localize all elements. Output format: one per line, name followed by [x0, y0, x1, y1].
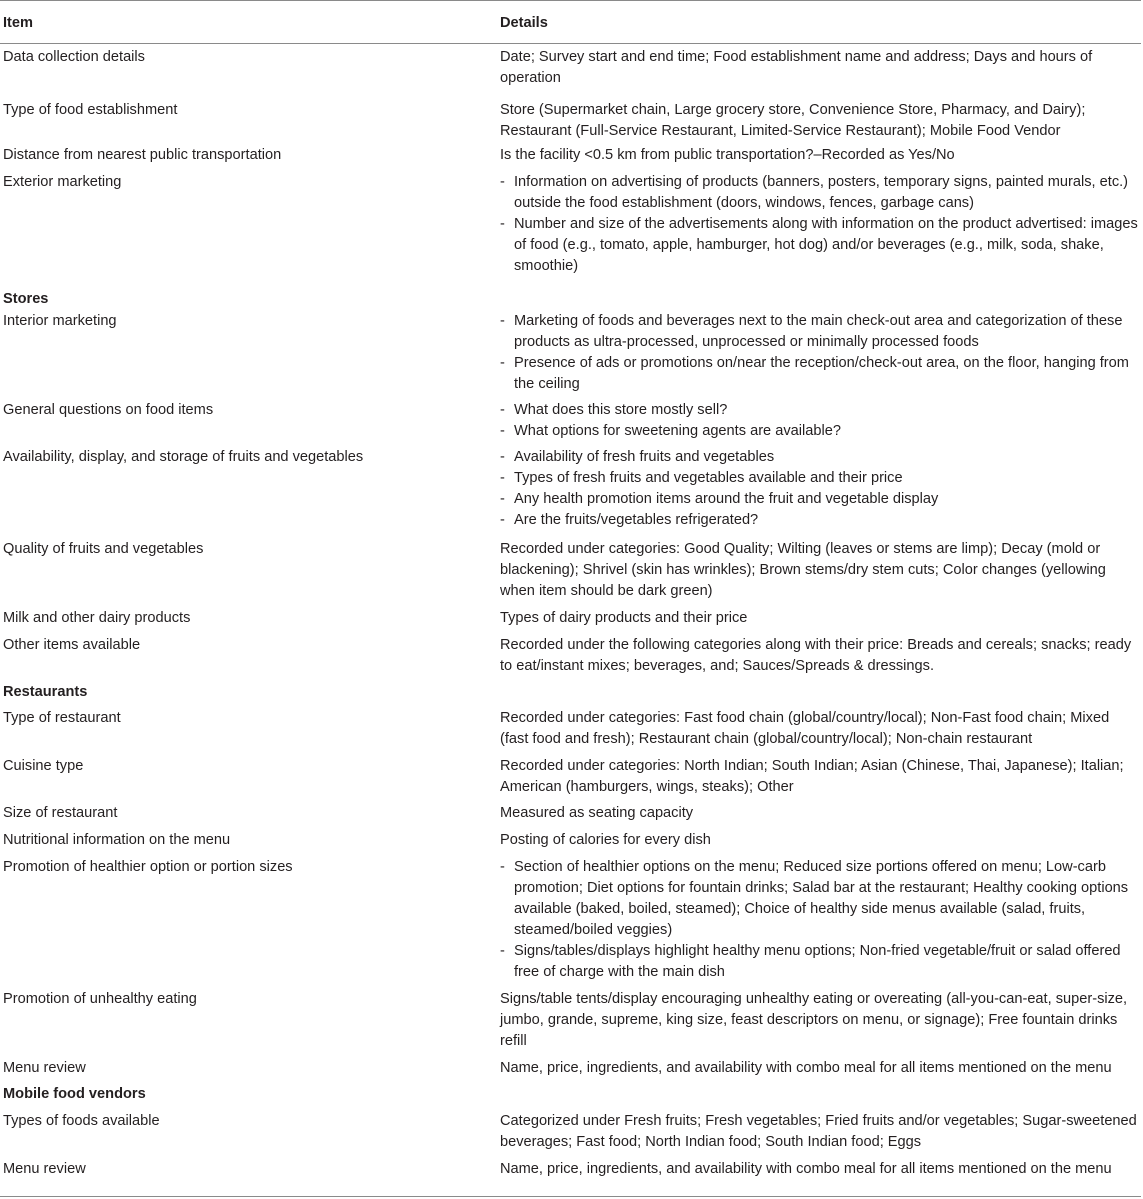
table-row: [0, 798, 1141, 824]
row-details: Name, price, ingredients, and availability with combo meal for all items mentioned on the menu: [500, 1060, 1112, 1076]
row-details: Recorded under categories: Good Quality; Wilting (leaves or stems are limp); Decay (mold or blackening); Shrivel (skin has wrinkles); Brown stems/dry stem cuts; Color changes (yellowing when item should be dark green): [500, 541, 1106, 599]
section-heading: Restaurants: [3, 684, 88, 700]
table-body: [0, 44, 1141, 1180]
row-details: Store (Supermarket chain, Large grocery store, Convenience Store, Pharmacy, and Dairy); Restaurant (Full-Service Restaurant, Limited-Service Restaurant); Mobile Food Vendor: [500, 102, 1086, 139]
section-row: [0, 677, 1141, 703]
row-item: Nutritional information on the menu: [3, 832, 231, 848]
row-details: [500, 172, 1141, 277]
row-item: General questions on food items: [3, 402, 214, 418]
row-item: Exterior marketing: [3, 174, 122, 190]
row-details: Measured as seating capacity: [500, 805, 694, 821]
row-item: Size of restaurant: [3, 805, 118, 821]
row-details: Recorded under the following categories along with their price: Breads and cereals; snacks; ready to eat/instant mixes; beverages, and; Sauces/Spreads & dressings.: [500, 637, 1132, 674]
table-row: [0, 750, 1141, 798]
details-bullet: - Availability of fresh fruits and vegetables: [500, 447, 1139, 468]
details-bullet: - Signs/tables/displays highlight healthy menu options; Non-fried vegetable/fruit or salad offered free of charge with the main dish: [500, 941, 1139, 983]
row-details: Signs/table tents/display encouraging unhealthy eating or overeating (all-you-can-eat, super-size, jumbo, grande, supreme, king size, feast descriptors on menu, or signage); Free fountain drinks refill: [500, 991, 1128, 1049]
header-details: Details: [500, 15, 548, 31]
row-item: Interior marketing: [3, 313, 117, 329]
table-row: [0, 703, 1141, 750]
details-bullet: - Presence of ads or promotions on/near the reception/check-out area, on the floor, hanging from the ceiling: [500, 353, 1139, 395]
details-bullet: - Section of healthier options on the menu; Reduced size portions offered on menu; Low-carb promotion; Diet options for fountain drinks; Salad bar at the restaurant; Healthy cooking options available (baked, boiled, steamed); Choice of healthy side menus available (salad, fruits, steamed/boiled veggies): [500, 857, 1139, 941]
details-bullet: - Number and size of the advertisements along with information on the product advertised: images of food (e.g., tomato, apple, hamburger, hot dog) and/or beverages (e.g., milk, soda, shake, smoothie): [500, 214, 1139, 277]
table-row: [0, 1153, 1141, 1180]
table-row: [0, 983, 1141, 1052]
table-header: [0, 1, 1141, 43]
row-details: Categorized under Fresh fruits; Fresh vegetables; Fried fruits and/or vegetables; Sugar-sweetened beverages; Fast food; North Indian food; South Indian food; Eggs: [500, 1113, 1137, 1150]
table-row: [0, 44, 1141, 89]
table-row: [0, 602, 1141, 629]
row-details: Types of dairy products and their price: [500, 610, 748, 626]
row-item: Type of food establishment: [3, 102, 178, 118]
row-details: [500, 447, 1141, 531]
row-details: [500, 311, 1141, 395]
details-bullet: - What options for sweetening agents are available?: [500, 421, 1139, 442]
row-details: Name, price, ingredients, and availability with combo meal for all items mentioned on the menu: [500, 1161, 1112, 1177]
details-bullet: - Types of fresh fruits and vegetables available and their price: [500, 468, 1139, 489]
details-bullet: - What does this store mostly sell?: [500, 400, 1139, 421]
details-bullet: - Marketing of foods and beverages next to the main check-out area and categorization of these products as ultra-processed, unprocessed or minimally processed foods: [500, 311, 1139, 353]
row-item: Distance from nearest public transportation: [3, 147, 282, 163]
details-bullet-list: [500, 172, 1139, 277]
details-bullet: - Information on advertising of products (banners, posters, temporary signs, painted murals, etc.) outside the food establishment (doors, windows, fences, garbage cans): [500, 172, 1139, 214]
row-item: Data collection details: [3, 49, 145, 65]
table-row: [0, 851, 1141, 983]
row-item: Promotion of unhealthy eating: [3, 991, 197, 1007]
row-details: Is the facility <0.5 km from public transportation?–Recorded as Yes/No: [500, 147, 955, 163]
table-row: [0, 442, 1141, 531]
row-details: [500, 400, 1141, 442]
table-row: [0, 166, 1141, 277]
table-row: [0, 531, 1141, 602]
table-row: [0, 310, 1141, 395]
details-bullet-list: [500, 400, 1139, 442]
section-row: [0, 277, 1141, 310]
header-item: Item: [3, 15, 34, 31]
row-item: Menu review: [3, 1060, 86, 1076]
row-item: Menu review: [3, 1161, 86, 1177]
table-row: [0, 142, 1141, 166]
row-item: Milk and other dairy products: [3, 610, 191, 626]
row-item: Quality of fruits and vegetables: [3, 541, 204, 557]
section-heading: Mobile food vendors: [3, 1086, 146, 1102]
row-details: Recorded under categories: Fast food chain (global/country/local); Non-Fast food chain; Mixed (fast food and fresh); Restaurant chain (global/country/local); Non-chain restaurant: [500, 710, 1110, 747]
table-row: [0, 629, 1141, 677]
section-row: [0, 1079, 1141, 1105]
details-bullet: - Are the fruits/vegetables refrigerated?: [500, 510, 1139, 531]
row-item: Type of restaurant: [3, 710, 121, 726]
details-bullet-list: [500, 447, 1139, 531]
table-row: [0, 1105, 1141, 1153]
row-details: Recorded under categories: North Indian; South Indian; Asian (Chinese, Thai, Japanese); Italian; American (hamburgers, wings, steaks); Other: [500, 758, 1124, 795]
bottom-rule: [0, 1196, 1141, 1197]
details-bullet: - Any health promotion items around the fruit and vegetable display: [500, 489, 1139, 510]
section-heading: Stores: [3, 291, 49, 307]
row-item: Cuisine type: [3, 758, 84, 774]
table-row: [0, 824, 1141, 851]
row-details: Posting of calories for every dish: [500, 832, 711, 848]
table-row: [0, 89, 1141, 142]
details-bullet-list: [500, 857, 1139, 983]
row-item: Other items available: [3, 637, 141, 653]
table-row: [0, 1052, 1141, 1079]
row-item: Promotion of healthier option or portion sizes: [3, 859, 293, 875]
row-item: Availability, display, and storage of fruits and vegetables: [3, 449, 364, 465]
details-bullet-list: [500, 311, 1139, 395]
table-row: [0, 395, 1141, 442]
row-item: Types of foods available: [3, 1113, 160, 1129]
row-details: Date; Survey start and end time; Food establishment name and address; Days and hours of operation: [500, 49, 1093, 86]
row-details: [500, 857, 1141, 983]
